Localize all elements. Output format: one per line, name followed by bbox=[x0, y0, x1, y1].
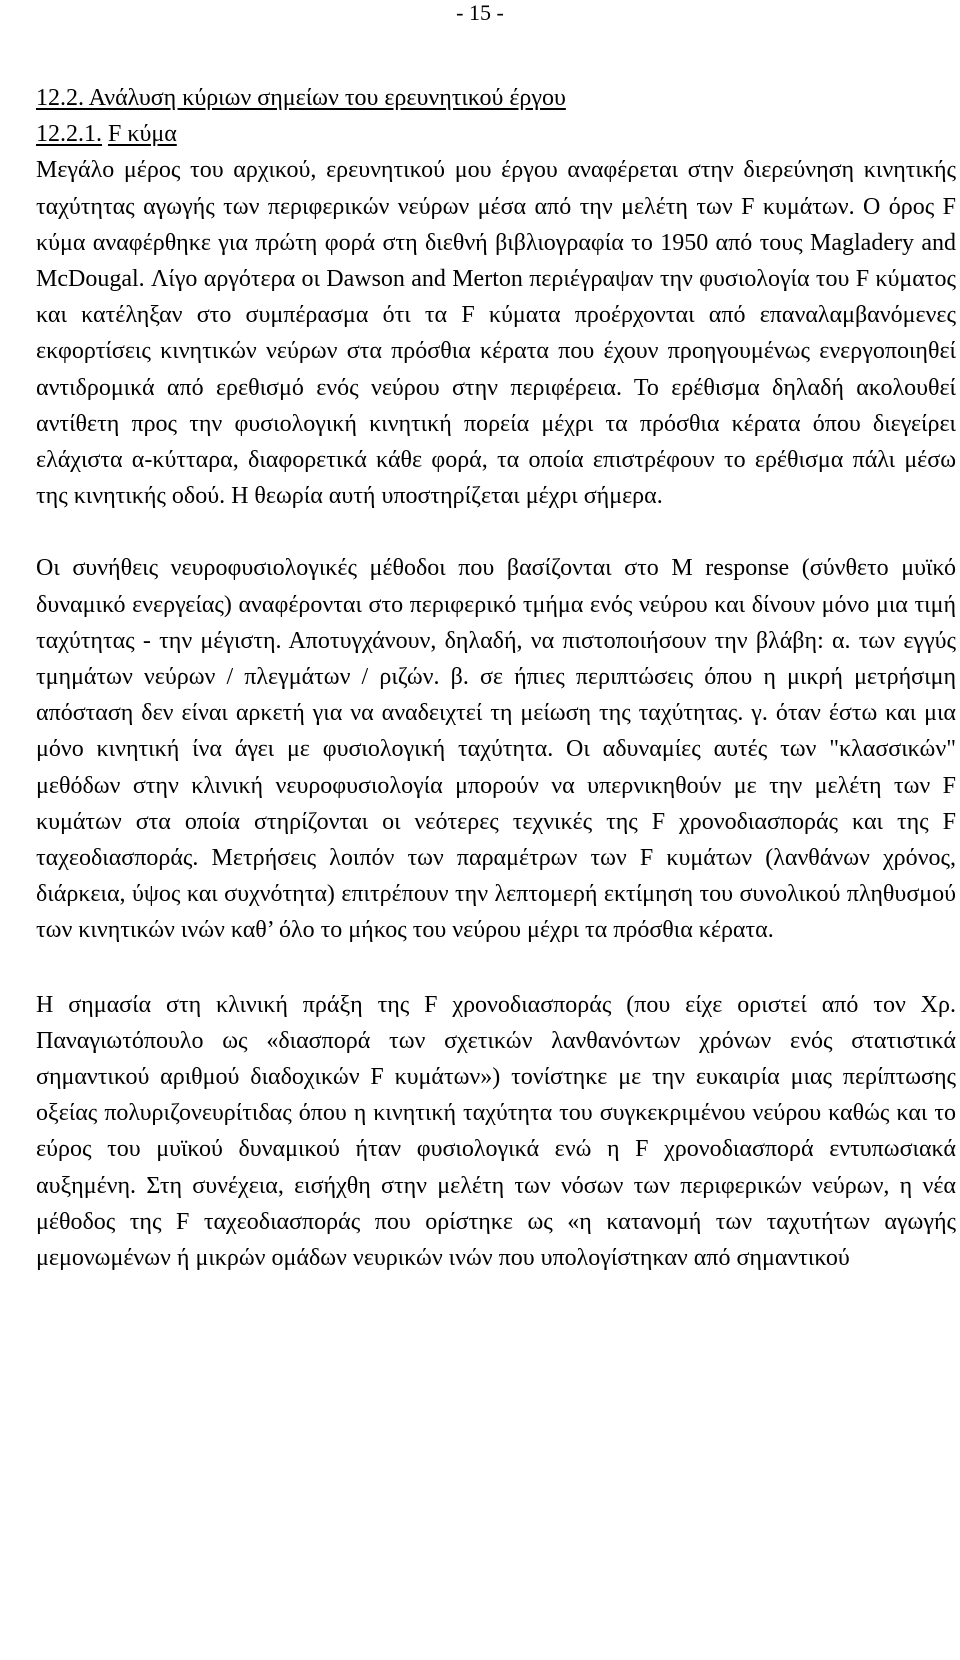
page-number: - 15 - bbox=[456, 0, 504, 25]
section-heading: 12.2. Ανάλυση κύριων σημείων του ερευνητικού έργου bbox=[36, 85, 566, 111]
subsection-title: F κύμα bbox=[108, 121, 177, 148]
paragraph-spacer bbox=[36, 514, 956, 550]
subsection-number: 12.2.1. bbox=[36, 121, 102, 148]
paragraph-spacer bbox=[36, 949, 956, 987]
subsection-heading bbox=[36, 116, 956, 152]
paragraph-3: Η σημασία στη κλινική πράξη της F χρονοδιασποράς (που είχε οριστεί από τον Χρ. Παναγιωτόπουλο ως «διασπορά των σχετικών λανθανόντων χρόνων ενός στατιστικά σημαντικού αριθμού διαδοχικών F κυμάτων») τονίστηκε με την ευκαιρία μιας περίπτωσης οξείας πολυριζονευρίτιδας όπου η κινητική ταχύτητα του συγκεκριμένου νεύρου καθώς και το εύρος του μυϊκού δυναμικού ήταν φυσιολογικά ενώ η F χρονοδιασπορά εντυπωσιακά αυξημένη. Στη συνέχεια, εισήχθη στην μελέτη των νόσων των περιφερικών νεύρων, η νέα μέθοδος της F ταχεοδιασποράς που ορίστηκε ως «η κατανομή των ταχυτήτων αγωγής μεμονωμένων ή μικρών ομάδων νευρικών ινών που υπολογίστηκαν από σημαντικού bbox=[36, 991, 956, 1272]
paragraph-2: Οι συνήθεις νευροφυσιολογικές μέθοδοι που βασίζονται στο M response (σύνθετο μυϊκό δυναμικό ενεργείας) αναφέρονται στο περιφερικό τμήμα ενός νεύρου και δίνουν μόνο μια τιμή ταχύτητας - την μέγιστη. Αποτυγχάνουν, δηλαδή, να πιστοποιήσουν την βλάβη: α. των εγγύς τμημάτων νεύρων / πλεγμάτων / ριζών. β. σε ήπιες περιπτώσεις όπου η μικρή μετρήσιμη απόσταση δεν είναι αρκετή για να αναδειχτεί τη μείωση της ταχύτητας. γ. όταν έστω και μια μόνο κινητική ίνα άγει με φυσιολογική ταχύτητα. Οι αδυναμίες αυτές των "κλασσικών" μεθόδων στην κλινική νευροφυσιολογία μπορούν να υπερνικηθούν με την μελέτη των F κυμάτων στα οποία στηρίζονται οι νεότερες τεχνικές της F χρονοδιασποράς και της F ταχεοδιασποράς. Μετρήσεις λοιπόν των παραμέτρων των F κυμάτων (λανθάνων χρόνος, διάρκεια, ύψος και συχνότητα) επιτρέπουν την λεπτομερή εκτίμηση του συνολικού πληθυσμού των κινητικών ινών καθ’ όλο το μήκος του νεύρου μέχρι τα πρόσθια κέρατα. bbox=[36, 555, 956, 944]
document-body bbox=[36, 80, 956, 1276]
paragraph-1: Μεγάλο μέρος του αρχικού, ερευνητικού μου έργου αναφέρεται στην διερεύνηση κινητικής ταχύτητας αγωγής των περιφερικών νεύρων μέσα από την μελέτη των F κυμάτων. Ο όρος F κύμα αναφέρθηκε για πρώτη φορά στη διεθνή βιβλιογραφία το 1950 από τους Magladery and McDougal. Λίγο αργότερα οι Dawson and Merton περιέγραψαν την φυσιολογία του F κύματος και κατέληξαν στο συμπέρασμα ότι τα F κύματα προέρχονται από επαναλαμβανόμενες εκφορτίσεις κινητικών νεύρων στα πρόσθια κέρατα που έχουν προηγουμένως ενεργοποιηθεί αντιδρομικά από ερεθισμό ενός νεύρου στην περιφέρεια. Το ερέθισμα δηλαδή ακολουθεί αντίθετη προς την φυσιολογική κινητική πορεία μέχρι τα πρόσθια κέρατα όπου διεγείρει ελάχιστα α-κύτταρα, διαφορετικά κάθε φορά, τα οποία επιστρέφουν το ερέθισμα πάλι μέσω της κινητικής οδού. Η θεωρία αυτή υποστηρίζεται μέχρι σήμερα. bbox=[36, 157, 956, 510]
